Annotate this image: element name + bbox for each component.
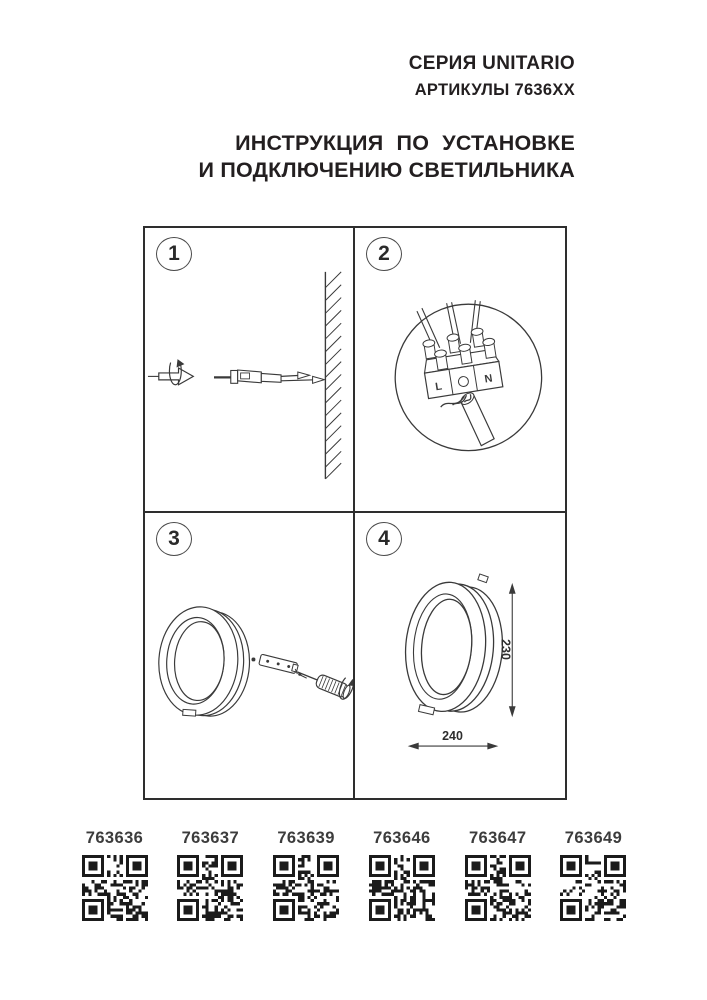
dimension-width (408, 729, 499, 749)
qr-code (273, 855, 339, 921)
ring-fixture (400, 568, 509, 720)
step-panel-2 (355, 228, 565, 513)
mounting-screw-dot (251, 657, 255, 661)
article-number: 763636 (85, 829, 144, 847)
steps-grid (143, 226, 567, 800)
step-number-badge (366, 237, 402, 271)
step-panel-4 (355, 513, 565, 798)
article-item (368, 829, 435, 921)
width-value: 240 (442, 729, 463, 744)
step-number: 4 (378, 527, 390, 550)
qr-code (560, 855, 626, 921)
terminal-label-live: L (434, 380, 443, 394)
dimension-height (498, 583, 515, 717)
qr-code (82, 855, 148, 921)
fixture-cable (441, 391, 494, 446)
title-line-2: И ПОДКЛЮЧЕНИЮ СВЕТИЛЬНИКА (198, 158, 575, 182)
article-number: 763639 (277, 829, 335, 847)
height-value: 230 (498, 639, 513, 660)
qr-code (369, 855, 435, 921)
screw-rotation-arrow (148, 359, 193, 385)
title-line-1: ИНСТРУКЦИЯ ПО УСТАНОВКЕ (235, 131, 575, 155)
mounting-bracket (259, 654, 299, 674)
article-number: 763649 (564, 829, 623, 847)
step-number-badge (366, 522, 402, 556)
step-panel-1 (145, 228, 355, 513)
anchor-assembly (214, 370, 324, 383)
series-title: СЕРИЯ UNITARIO (408, 53, 575, 74)
terminal-label-neutral: N (483, 372, 494, 386)
qr-code (177, 855, 243, 921)
article-number: 763647 (468, 829, 527, 847)
ring-fixture (155, 604, 253, 719)
article-item (177, 829, 244, 921)
step-number: 3 (168, 527, 180, 550)
step-panel-3 (145, 513, 355, 798)
step-number-badge (156, 522, 192, 556)
instruction-title (199, 130, 575, 184)
articles-subtitle: АРТИКУЛЫ 7636XX (414, 81, 575, 99)
step-number: 1 (168, 242, 180, 265)
step-number-badge (156, 237, 192, 271)
article-number: 763646 (373, 829, 431, 847)
article-item (273, 829, 340, 921)
article-number: 763637 (181, 829, 240, 847)
header (199, 53, 575, 184)
article-list (81, 829, 627, 921)
article-item (464, 829, 531, 921)
wall-section (325, 272, 341, 479)
article-item (81, 829, 148, 921)
terminal-block (419, 326, 503, 399)
step-number: 2 (378, 242, 390, 265)
qr-code (465, 855, 531, 921)
article-item (560, 829, 627, 921)
